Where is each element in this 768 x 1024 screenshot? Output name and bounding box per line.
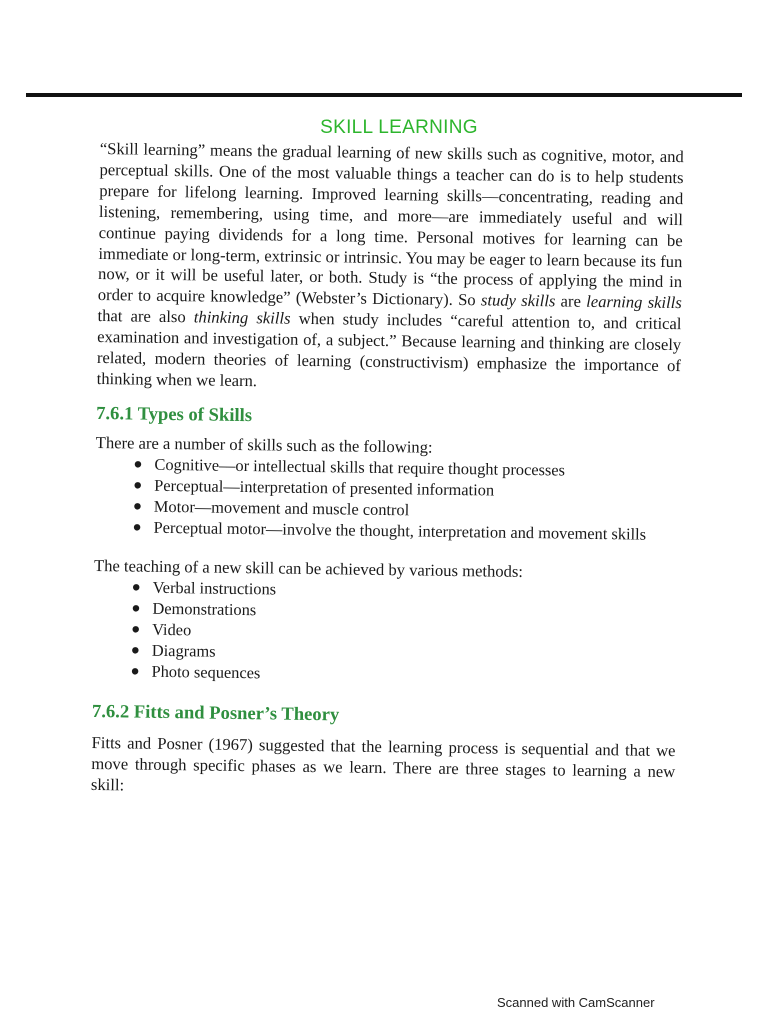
bullet-icon: ●: [130, 642, 141, 659]
methods-intro: The teaching of a new skill can be achieved by various methods:: [93, 556, 524, 582]
methods-list: [92, 577, 677, 690]
list-item-text: Video: [152, 619, 192, 640]
section-heading-fitts-posner: 7.6.2 Fitts and Posner’s Theory: [91, 700, 340, 726]
list-item-text: Verbal instructions: [152, 578, 277, 599]
bullet-icon: ●: [133, 477, 143, 494]
list-item-text: Perceptual—interpretation of presented information: [154, 475, 495, 500]
bullet-icon: ●: [131, 579, 141, 596]
skills-list: [94, 454, 679, 546]
list-item-text: Diagrams: [151, 640, 216, 661]
intro-emphasis-thinking-skills: thinking skills: [193, 307, 291, 328]
bullet-icon: ●: [130, 663, 140, 680]
top-rule: [26, 93, 742, 97]
list-item-text: Motor—movement and muscle control: [153, 496, 410, 519]
fitts-posner-paragraph: Fitts and Posner (1967) suggested that the learning process is sequential and that we move through specific phases as we learn. There are three stages to learning a new skill:: [90, 732, 676, 795]
document-body: [91, 139, 684, 804]
bullet-icon: ●: [131, 600, 141, 617]
intro-text-2: are: [555, 291, 587, 312]
intro-emphasis-study-skills: study skills: [480, 290, 556, 311]
list-item-text: Demonstrations: [152, 598, 257, 620]
skills-intro: There are a number of skills such as the following:: [95, 432, 433, 457]
scanner-watermark: Scanned with CamScanner: [497, 995, 655, 1010]
bullet-icon: ●: [132, 498, 143, 515]
intro-emphasis-learning-skills: learning skills: [586, 292, 682, 313]
list-item-text: Cognitive—or intellectual skills that require thought processes: [154, 454, 566, 480]
bullet-icon: ●: [133, 456, 143, 473]
intro-text-3: that are also: [97, 306, 194, 327]
intro-text-4: when study includes “careful attention to, and critical examination and investigation of, a subject.” Because learning and thinking are closely related, modern theories of learning (constructivism) emphasize the importance of thinking when we learn.: [96, 308, 682, 391]
intro-text-1: “Skill learning” means the gradual learning of new skills such as cognitive, motor, and perceptual skills. One of the most valuable things a teacher can do is to help students prepare for lifelong learning. Improved learning skills—concentrating, reading and listening, remembering, using time, and more—are immediately useful and will continue paying dividends for a long time. Personal motives for learning can be immediate or long-term, extrinsic or intrinsic. You may be eager to learn because its fun now, or it will be useful later, or both. Study is “the process of applying the mind in order to acquire knowledge” (Webster’s Dictionary). So: [97, 139, 684, 310]
list-item-text: Photo sequences: [151, 661, 261, 683]
intro-paragraph: [96, 139, 683, 398]
bullet-icon: ●: [132, 518, 142, 536]
bullet-icon: ●: [131, 621, 141, 638]
page-title: SKILL LEARNING: [320, 117, 478, 138]
section-heading-types-of-skills: 7.6.1 Types of Skills: [96, 402, 253, 427]
list-item-text: Perceptual motor—involve the thought, interpretation and movement skills: [153, 517, 647, 544]
